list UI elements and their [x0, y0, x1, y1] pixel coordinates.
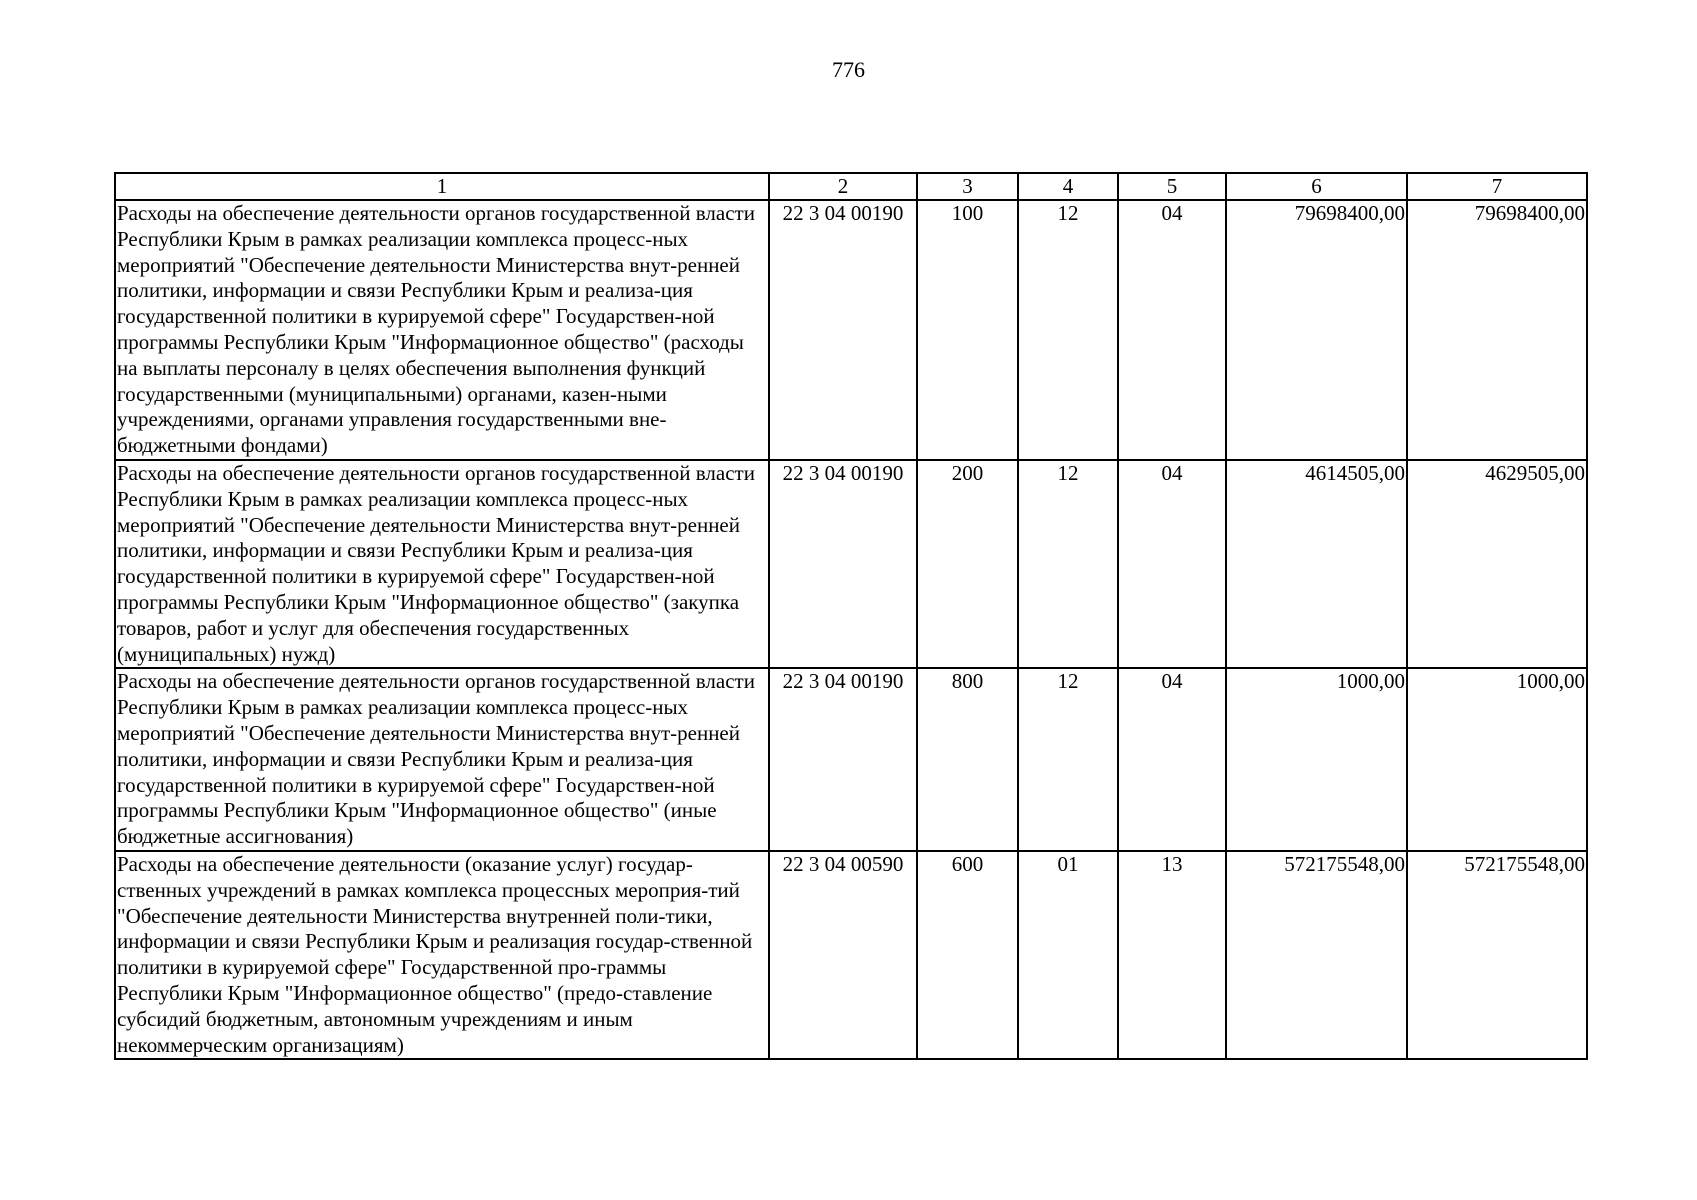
column-header: 3	[917, 173, 1018, 200]
section-code: 01	[1018, 851, 1118, 1059]
column-header: 1	[115, 173, 769, 200]
column-header: 5	[1118, 173, 1226, 200]
amount-column-7: 572175548,00	[1407, 851, 1587, 1059]
subsection-code: 13	[1118, 851, 1226, 1059]
expense-description: Расходы на обеспечение деятельности органов государственной власти Республики Крым в рамках реализации комплекса процесс-ных мероприятий "Обеспечение деятельности Министерства внут-ренней политики, информации и связи Республики Крым и реализа-ция государственной политики в курируемой сфере" Государствен-ной программы Республики Крым "Информационное общество" (закупка товаров, работ и услуг для обеспечения государственных (муниципальных) нужд)	[115, 460, 769, 668]
page-number: 776	[832, 57, 865, 82]
expense-description: Расходы на обеспечение деятельности органов государственной власти Республики Крым в рамках реализации комплекса процесс-ных мероприятий "Обеспечение деятельности Министерства внут-ренней политики, информации и связи Республики Крым и реализа-ция государственной политики в курируемой сфере" Государствен-ной программы Республики Крым "Информационное общество" (иные бюджетные ассигнования)	[115, 668, 769, 851]
expense-type: 200	[917, 460, 1018, 668]
section-code: 12	[1018, 200, 1118, 460]
table-row	[115, 668, 1587, 851]
section-code: 12	[1018, 668, 1118, 851]
subsection-code: 04	[1118, 668, 1226, 851]
expense-type: 600	[917, 851, 1018, 1059]
column-header: 6	[1226, 173, 1407, 200]
amount-column-6: 79698400,00	[1226, 200, 1407, 460]
amount-column-7: 1000,00	[1407, 668, 1587, 851]
expense-description: Расходы на обеспечение деятельности (оказание услуг) государ-ственных учреждений в рамках комплекса процессных мероприя-тий "Обеспечение деятельности Министерства внутренней поли-тики, информации и связи Республики Крым и реализация государ-ственной политики в курируемой сфере" Государственной про-граммы Республики Крым "Информационное общество" (предо-ставление субсидий бюджетным, автономным учреждениям и иным некоммерческим организациям)	[115, 851, 769, 1059]
table-row	[115, 200, 1587, 460]
column-header: 2	[769, 173, 917, 200]
amount-column-7: 79698400,00	[1407, 200, 1587, 460]
expense-type: 100	[917, 200, 1018, 460]
table-row	[115, 460, 1587, 668]
table-row	[115, 851, 1587, 1059]
expense-type: 800	[917, 668, 1018, 851]
column-header: 4	[1018, 173, 1118, 200]
section-code: 12	[1018, 460, 1118, 668]
target-code: 22 3 04 00190	[769, 668, 917, 851]
amount-column-6: 1000,00	[1226, 668, 1407, 851]
header-row	[115, 173, 1587, 200]
target-code: 22 3 04 00590	[769, 851, 917, 1059]
expense-description: Расходы на обеспечение деятельности органов государственной власти Республики Крым в рамках реализации комплекса процесс-ных мероприятий "Обеспечение деятельности Министерства внут-ренней политики, информации и связи Республики Крым и реализа-ция государственной политики в курируемой сфере" Государствен-ной программы Республики Крым "Информационное общество" (расходы на выплаты персоналу в целях обеспечения выполнения функций государственными (муниципальными) органами, казен-ными учреждениями, органами управления государственными вне-бюджетными фондами)	[115, 200, 769, 460]
subsection-code: 04	[1118, 200, 1226, 460]
target-code: 22 3 04 00190	[769, 200, 917, 460]
target-code: 22 3 04 00190	[769, 460, 917, 668]
budget-table	[114, 172, 1588, 1060]
amount-column-6: 572175548,00	[1226, 851, 1407, 1059]
column-header: 7	[1407, 173, 1587, 200]
amount-column-6: 4614505,00	[1226, 460, 1407, 668]
amount-column-7: 4629505,00	[1407, 460, 1587, 668]
subsection-code: 04	[1118, 460, 1226, 668]
